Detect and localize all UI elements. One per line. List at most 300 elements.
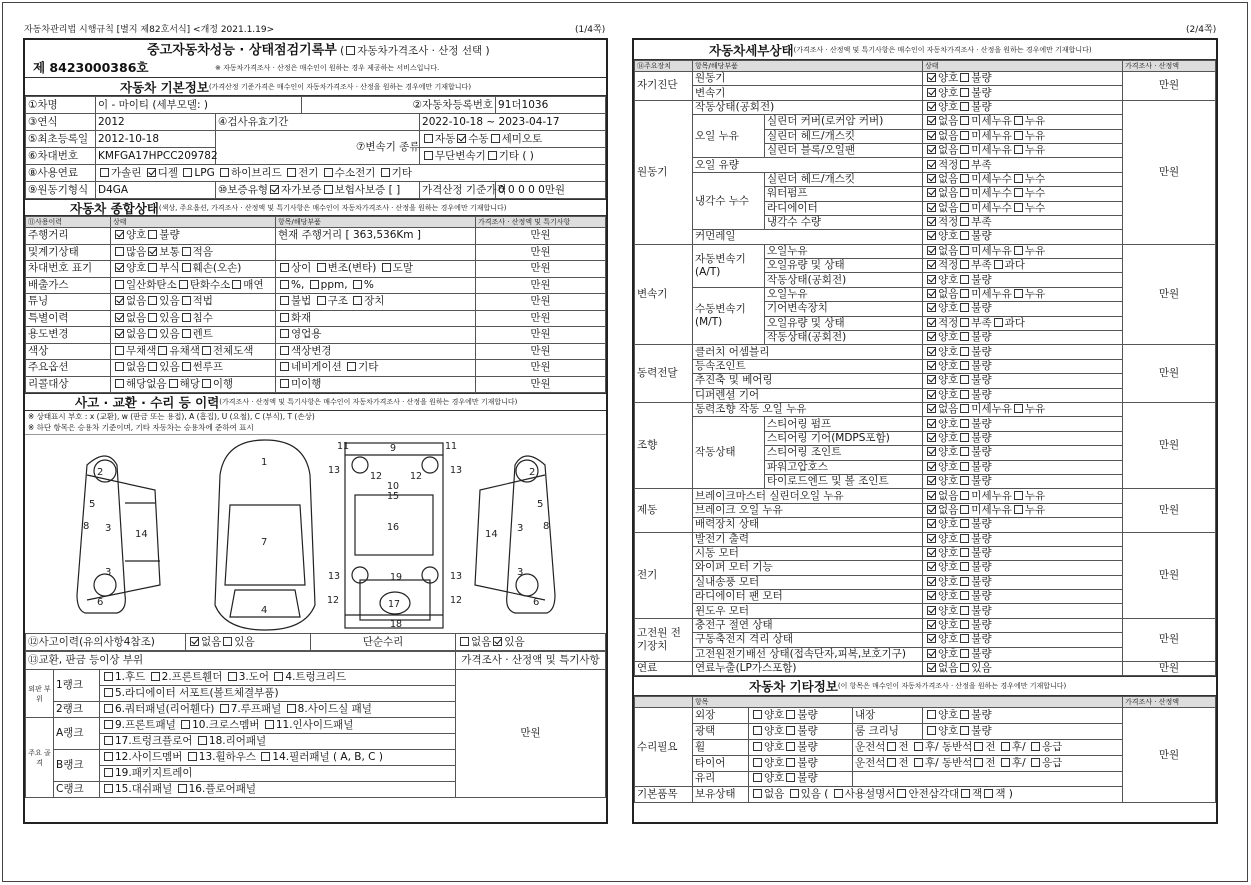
- bad-checkbox[interactable]: [786, 742, 795, 751]
- state-checkbox[interactable]: [927, 634, 936, 643]
- part-name: 오일유량 및 상태: [765, 316, 923, 330]
- self-warranty-checkbox[interactable]: [270, 185, 279, 194]
- part-name: 실린더 블록/오일팬: [765, 143, 923, 157]
- etc-info-table: [634, 696, 1216, 803]
- package-tray-checkbox[interactable]: [104, 768, 113, 777]
- state-checkbox[interactable]: [960, 332, 969, 341]
- package-tray-label: 19.패키지트레이: [115, 767, 193, 779]
- item-checkbox[interactable]: [280, 329, 289, 338]
- status-checkbox[interactable]: [182, 247, 191, 256]
- pos-checkbox[interactable]: [887, 758, 896, 767]
- status-checkbox[interactable]: [115, 346, 124, 355]
- svg-text:18: 18: [390, 619, 403, 630]
- state-checkbox[interactable]: [960, 116, 969, 125]
- state-option: 누유: [1024, 403, 1046, 416]
- vin-label: ⑥차대번호: [26, 148, 96, 165]
- glass-label: 유리: [693, 771, 749, 787]
- state-checkbox[interactable]: [960, 433, 969, 442]
- pos-checkbox[interactable]: [974, 758, 983, 767]
- triangle-checkbox[interactable]: [897, 789, 906, 798]
- part-checkbox[interactable]: [265, 720, 274, 729]
- state-checkbox[interactable]: [960, 519, 969, 528]
- state-checkbox[interactable]: [1014, 404, 1023, 413]
- fuel-option-checkbox[interactable]: [220, 168, 229, 177]
- manual-checkbox[interactable]: [834, 789, 843, 798]
- insurer-warranty-checkbox[interactable]: [324, 185, 333, 194]
- part-label: 8.사이드실 패널: [297, 703, 372, 715]
- state-option: 적정: [938, 259, 959, 272]
- state-option: 미세누유: [971, 403, 1012, 416]
- simple-repair-label: 단순수리: [311, 634, 456, 651]
- bad-checkbox[interactable]: [786, 773, 795, 782]
- part-checkbox[interactable]: [228, 672, 237, 681]
- state-checkbox[interactable]: [960, 275, 969, 284]
- state-checkbox[interactable]: [927, 577, 936, 586]
- fuel-option-checkbox[interactable]: [287, 168, 296, 177]
- part-checkbox[interactable]: [287, 704, 296, 713]
- part-checkbox[interactable]: [181, 720, 190, 729]
- state-checkbox[interactable]: [1014, 131, 1023, 140]
- bad-checkbox[interactable]: [786, 758, 795, 767]
- state-option: 없음: [938, 503, 959, 516]
- state-option: 누수: [1024, 187, 1046, 200]
- part-checkbox[interactable]: [188, 752, 197, 761]
- good-checkbox[interactable]: [753, 742, 762, 751]
- state-option: 누수: [1024, 201, 1046, 214]
- state-checkbox[interactable]: [960, 88, 969, 97]
- state-checkbox[interactable]: [927, 174, 936, 183]
- item-checkbox[interactable]: [382, 263, 391, 272]
- state-checkbox[interactable]: [927, 620, 936, 629]
- state-checkbox[interactable]: [994, 260, 1003, 269]
- state-checkbox[interactable]: [960, 404, 969, 413]
- emergency-label: 응급: [1041, 740, 1063, 753]
- price-survey-checkbox[interactable]: [346, 46, 355, 55]
- state-checkbox[interactable]: [1014, 505, 1023, 514]
- manual-label: 수동: [468, 132, 489, 145]
- repair-none-checkbox[interactable]: [460, 637, 469, 646]
- state-checkbox[interactable]: [927, 203, 936, 212]
- state-checkbox[interactable]: [927, 476, 936, 485]
- state-checkbox[interactable]: [927, 289, 936, 298]
- sub-group: 자동변속기 (A/T): [693, 244, 765, 287]
- usage-label: 주행거리: [26, 228, 111, 245]
- state-checkbox[interactable]: [960, 375, 969, 384]
- part-checkbox[interactable]: [104, 736, 113, 745]
- status-checkbox[interactable]: [182, 313, 191, 322]
- item-checkbox[interactable]: [280, 313, 289, 322]
- state-option: 미세누수: [971, 201, 1012, 214]
- state-checkbox[interactable]: [927, 663, 936, 672]
- item-option: %,: [291, 278, 305, 291]
- rankA-items: [100, 718, 456, 734]
- state-checkbox[interactable]: [960, 102, 969, 111]
- part-name: 브레이크 오일 누유: [693, 503, 923, 517]
- item-checkbox[interactable]: [280, 379, 289, 388]
- price-cell: 만원: [476, 327, 606, 344]
- status-option: 일산화탄소: [126, 278, 177, 291]
- status-checkbox[interactable]: [148, 329, 157, 338]
- status-checkbox[interactable]: [182, 329, 191, 338]
- mileage-text: 현재 주행거리 [ 363,536Km ]: [278, 229, 421, 242]
- state-checkbox[interactable]: [1014, 116, 1023, 125]
- state-checkbox[interactable]: [927, 548, 936, 557]
- state-checkbox[interactable]: [960, 476, 969, 485]
- state-checkbox[interactable]: [960, 562, 969, 571]
- svg-text:3: 3: [517, 567, 524, 578]
- item-option: 화재: [291, 311, 312, 324]
- state-checkbox[interactable]: [927, 160, 936, 169]
- good-checkbox[interactable]: [753, 710, 762, 719]
- state-option: 양호: [938, 547, 959, 560]
- state-checkbox[interactable]: [1014, 174, 1023, 183]
- status-checkbox[interactable]: [115, 280, 124, 289]
- repair-yes-checkbox[interactable]: [493, 637, 502, 646]
- state-checkbox[interactable]: [927, 390, 936, 399]
- part-name: 스티어링 펌프: [765, 417, 923, 431]
- rank2-label: 2랭크: [54, 702, 100, 718]
- state-checkbox[interactable]: [960, 231, 969, 240]
- state-checkbox[interactable]: [927, 145, 936, 154]
- state-option: 불량: [971, 388, 992, 401]
- svg-text:11: 11: [337, 441, 350, 452]
- part-label: 1.후드: [115, 671, 146, 683]
- detail-row: [635, 532, 1216, 546]
- state-checkbox[interactable]: [1014, 246, 1023, 255]
- manual-checkbox[interactable]: [457, 134, 466, 143]
- item-checkbox[interactable]: [317, 296, 326, 305]
- status-checkbox[interactable]: [179, 280, 188, 289]
- status-checkbox[interactable]: [169, 379, 178, 388]
- fuel-option-checkbox[interactable]: [183, 168, 192, 177]
- state-checkbox[interactable]: [960, 390, 969, 399]
- part-checkbox[interactable]: [104, 752, 113, 761]
- part-label: 17.트렁크플로어: [115, 735, 193, 747]
- status-checkbox[interactable]: [115, 362, 124, 371]
- state-checkbox[interactable]: [927, 246, 936, 255]
- state-checkbox[interactable]: [927, 303, 936, 312]
- good-checkbox[interactable]: [753, 726, 762, 735]
- spanner-checkbox[interactable]: [984, 789, 993, 798]
- good-checkbox[interactable]: [927, 710, 936, 719]
- part-checkbox[interactable]: [261, 752, 270, 761]
- state-checkbox[interactable]: [927, 361, 936, 370]
- state-checkbox[interactable]: [960, 577, 969, 586]
- state-checkbox[interactable]: [960, 174, 969, 183]
- state-option: 양호: [938, 417, 959, 430]
- state-checkbox[interactable]: [927, 606, 936, 615]
- col-usage: ⑪사용이력: [26, 217, 111, 228]
- state-option: 양호: [938, 360, 959, 372]
- state-checkbox[interactable]: [927, 217, 936, 226]
- state-checkbox[interactable]: [960, 419, 969, 428]
- state-option: 양호: [938, 575, 959, 588]
- item-checkbox[interactable]: [353, 280, 362, 289]
- state-checkbox[interactable]: [960, 606, 969, 615]
- state-checkbox[interactable]: [994, 318, 1003, 327]
- state-checkbox[interactable]: [927, 404, 936, 413]
- detail-row: [635, 100, 1216, 114]
- state-checkbox[interactable]: [960, 188, 969, 197]
- state-checkbox[interactable]: [960, 534, 969, 543]
- engine-type-value: D4GA: [96, 182, 216, 199]
- part-name: 시동 모터: [693, 546, 923, 560]
- status-checkbox[interactable]: [115, 247, 124, 256]
- item-checkbox[interactable]: [280, 362, 289, 371]
- item-checkbox[interactable]: [280, 280, 289, 289]
- fuel-options: [96, 165, 606, 182]
- item-option: 네비게이션: [291, 361, 342, 374]
- status-checkbox[interactable]: [115, 263, 124, 272]
- pos-checkbox[interactable]: [914, 742, 923, 751]
- part-name: 워터펌프: [765, 187, 923, 201]
- status-checkbox[interactable]: [115, 230, 124, 239]
- status-checkbox[interactable]: [148, 230, 157, 239]
- state-checkbox[interactable]: [927, 534, 936, 543]
- state-checkbox[interactable]: [960, 318, 969, 327]
- state-checkbox[interactable]: [960, 649, 969, 658]
- col-amount: 가격조사 · 산정액: [1123, 61, 1216, 72]
- status-checkbox[interactable]: [182, 263, 191, 272]
- radiator-support-checkbox[interactable]: [104, 688, 113, 697]
- state-checkbox[interactable]: [960, 131, 969, 140]
- state-checkbox[interactable]: [927, 102, 936, 111]
- part-name: 디퍼렌셜 기어: [693, 388, 923, 402]
- state-checkbox[interactable]: [927, 88, 936, 97]
- part-name: 원동기: [693, 72, 923, 86]
- status-checkbox[interactable]: [148, 296, 157, 305]
- price-cell: 만원: [476, 244, 606, 261]
- base-price-value: 0 0 0 0 0만원: [496, 182, 606, 199]
- state-checkbox[interactable]: [927, 505, 936, 514]
- state-checkbox[interactable]: [960, 634, 969, 643]
- rankA-label: A랭크: [54, 718, 100, 750]
- gloss-label: 광택: [693, 724, 749, 740]
- bad-checkbox[interactable]: [786, 710, 795, 719]
- good-label: 양호: [938, 725, 959, 738]
- state-option: 불량: [971, 374, 992, 387]
- passenger-label: 동반석: [941, 756, 973, 769]
- state-checkbox[interactable]: [927, 491, 936, 500]
- state-option: 양호: [938, 431, 959, 444]
- state-checkbox[interactable]: [927, 347, 936, 356]
- good-label: 양호: [764, 756, 785, 769]
- good-checkbox[interactable]: [753, 773, 762, 782]
- accident-history-table: [25, 633, 606, 651]
- svg-text:10: 10: [387, 481, 400, 492]
- have-checkbox[interactable]: [790, 789, 799, 798]
- pos-checkbox[interactable]: [887, 742, 896, 751]
- item-checkbox[interactable]: [317, 263, 326, 272]
- state-option: 양호: [938, 532, 959, 545]
- car-name-label: ①차명: [26, 97, 96, 114]
- status-checkbox[interactable]: [148, 313, 157, 322]
- accident-none-checkbox[interactable]: [190, 637, 199, 646]
- jack-checkbox[interactable]: [961, 789, 970, 798]
- state-checkbox[interactable]: [960, 663, 969, 672]
- item-checkbox[interactable]: [310, 280, 319, 289]
- part-name: 고전원전기배선 상태(접속단자,피복,보호기구): [693, 647, 923, 661]
- item-checkbox[interactable]: [280, 296, 289, 305]
- state-checkbox[interactable]: [927, 73, 936, 82]
- state-checkbox[interactable]: [927, 188, 936, 197]
- item-checkbox[interactable]: [280, 346, 289, 355]
- pos-checkbox[interactable]: [914, 758, 923, 767]
- state-checkbox[interactable]: [1014, 145, 1023, 154]
- state-checkbox[interactable]: [960, 447, 969, 456]
- status-option: 탄화수소: [189, 278, 231, 291]
- state-checkbox[interactable]: [927, 462, 936, 471]
- car-name-value: 이 - 마이티 (세부모델: ): [96, 97, 302, 114]
- part-checkbox[interactable]: [178, 784, 187, 793]
- status-checkbox[interactable]: [148, 362, 157, 371]
- status-checkbox[interactable]: [115, 379, 124, 388]
- etc-title: 자동차 기타정보: [749, 679, 838, 695]
- svg-text:1: 1: [261, 457, 268, 468]
- part-label: 10.크로스멤버: [192, 719, 260, 731]
- status-option: 적음: [192, 245, 213, 258]
- state-checkbox[interactable]: [960, 73, 969, 82]
- item-checkbox[interactable]: [353, 296, 362, 305]
- state-checkbox[interactable]: [960, 289, 969, 298]
- state-checkbox[interactable]: [927, 116, 936, 125]
- status-checkbox[interactable]: [202, 379, 211, 388]
- state-checkbox[interactable]: [927, 275, 936, 284]
- status-checkbox[interactable]: [148, 263, 157, 272]
- accident-yes-checkbox[interactable]: [223, 637, 232, 646]
- insurer-warranty-label: 보험사보증: [334, 183, 386, 196]
- cvt-checkbox[interactable]: [424, 151, 433, 160]
- accident-title: 사고 · 교환 · 수리 등 이력: [75, 395, 220, 410]
- state-checkbox[interactable]: [1014, 203, 1023, 212]
- state-checkbox[interactable]: [960, 160, 969, 169]
- state-option: 불량: [971, 575, 992, 588]
- state-checkbox[interactable]: [927, 562, 936, 571]
- pos-checkbox[interactable]: [974, 742, 983, 751]
- bad-label: 불량: [797, 772, 818, 785]
- good-checkbox[interactable]: [927, 726, 936, 735]
- outer-panel-label: 외판 부위: [26, 670, 54, 718]
- item-checkbox[interactable]: [347, 362, 356, 371]
- state-option: 양호: [938, 446, 959, 459]
- state-checkbox[interactable]: [1014, 188, 1023, 197]
- fuel-option-checkbox[interactable]: [100, 168, 109, 177]
- good-checkbox[interactable]: [753, 758, 762, 767]
- state-checkbox[interactable]: [960, 217, 969, 226]
- state-checkbox[interactable]: [927, 332, 936, 341]
- state-checkbox[interactable]: [927, 260, 936, 269]
- status-checkbox[interactable]: [202, 346, 211, 355]
- state-checkbox[interactable]: [1014, 491, 1023, 500]
- pos-checkbox[interactable]: [1031, 758, 1040, 767]
- auto-checkbox[interactable]: [424, 134, 433, 143]
- part-checkbox[interactable]: [151, 672, 160, 681]
- status-checkbox[interactable]: [182, 296, 191, 305]
- status-checkbox[interactable]: [115, 329, 124, 338]
- detail-row: [635, 72, 1216, 86]
- state-checkbox[interactable]: [927, 419, 936, 428]
- part-checkbox[interactable]: [220, 704, 229, 713]
- state-checkbox[interactable]: [927, 131, 936, 140]
- state-checkbox[interactable]: [960, 462, 969, 471]
- part-checkbox[interactable]: [104, 720, 113, 729]
- status-checkbox[interactable]: [158, 346, 167, 355]
- state-checkbox[interactable]: [927, 231, 936, 240]
- state-option: 양호: [938, 561, 959, 574]
- state-checkbox[interactable]: [960, 361, 969, 370]
- state-checkbox[interactable]: [960, 303, 969, 312]
- part-checkbox[interactable]: [104, 704, 113, 713]
- bad-checkbox[interactable]: [960, 710, 969, 719]
- item-option: ppm,: [320, 278, 348, 291]
- part-name: 작동상태(공회전): [693, 100, 923, 114]
- part-checkbox[interactable]: [104, 784, 113, 793]
- status-checkbox[interactable]: [115, 296, 124, 305]
- pos-checkbox[interactable]: [1001, 742, 1010, 751]
- state-checkbox[interactable]: [960, 145, 969, 154]
- svg-text:8: 8: [543, 521, 550, 532]
- status-checkbox[interactable]: [182, 362, 191, 371]
- item-checkbox[interactable]: [280, 263, 289, 272]
- state-checkbox[interactable]: [927, 375, 936, 384]
- state-checkbox[interactable]: [927, 433, 936, 442]
- item-option: 장치: [364, 295, 385, 308]
- state-checkbox[interactable]: [960, 260, 969, 269]
- fuel-option-checkbox[interactable]: [381, 168, 390, 177]
- state-checkbox[interactable]: [960, 491, 969, 500]
- none-checkbox[interactable]: [753, 789, 762, 798]
- state-checkbox[interactable]: [960, 591, 969, 600]
- part-name: 발전기 출력: [693, 532, 923, 546]
- pos-checkbox[interactable]: [1031, 742, 1040, 751]
- reg-number-value: 91더1036: [496, 97, 606, 114]
- status-checkbox[interactable]: [115, 313, 124, 322]
- state-checkbox[interactable]: [960, 347, 969, 356]
- state-checkbox[interactable]: [960, 548, 969, 557]
- state-checkbox[interactable]: [927, 649, 936, 658]
- state-option: 미세누유: [971, 503, 1012, 516]
- bad-checkbox[interactable]: [786, 726, 795, 735]
- status-checkbox[interactable]: [232, 280, 241, 289]
- bad-label: 불량: [971, 725, 992, 738]
- state-checkbox[interactable]: [927, 318, 936, 327]
- semi-auto-checkbox[interactable]: [491, 134, 500, 143]
- vehicle-damage-diagram: [25, 435, 606, 633]
- state-checkbox[interactable]: [927, 447, 936, 456]
- state-checkbox[interactable]: [960, 246, 969, 255]
- part-checkbox[interactable]: [274, 672, 283, 681]
- state-option: 부족: [971, 259, 992, 272]
- year-value: 2012: [96, 114, 216, 131]
- fuel-option-checkbox[interactable]: [324, 168, 333, 177]
- status-checkbox[interactable]: [148, 247, 157, 256]
- fuel-option-checkbox[interactable]: [147, 168, 156, 177]
- state-checkbox[interactable]: [1014, 289, 1023, 298]
- state-checkbox[interactable]: [960, 620, 969, 629]
- bad-checkbox[interactable]: [960, 726, 969, 735]
- other-trans-checkbox[interactable]: [488, 151, 497, 160]
- svg-text:3: 3: [517, 523, 524, 534]
- part-checkbox[interactable]: [104, 672, 113, 681]
- state-checkbox[interactable]: [960, 203, 969, 212]
- part-checkbox[interactable]: [198, 736, 207, 745]
- state-checkbox[interactable]: [927, 591, 936, 600]
- state-checkbox[interactable]: [960, 505, 969, 514]
- part-label: 14.필러패널 ( A, B, C ): [272, 751, 383, 763]
- engine-type-label: ⑨원동기형식: [26, 182, 96, 199]
- state-checkbox[interactable]: [927, 519, 936, 528]
- pos-checkbox[interactable]: [1001, 758, 1010, 767]
